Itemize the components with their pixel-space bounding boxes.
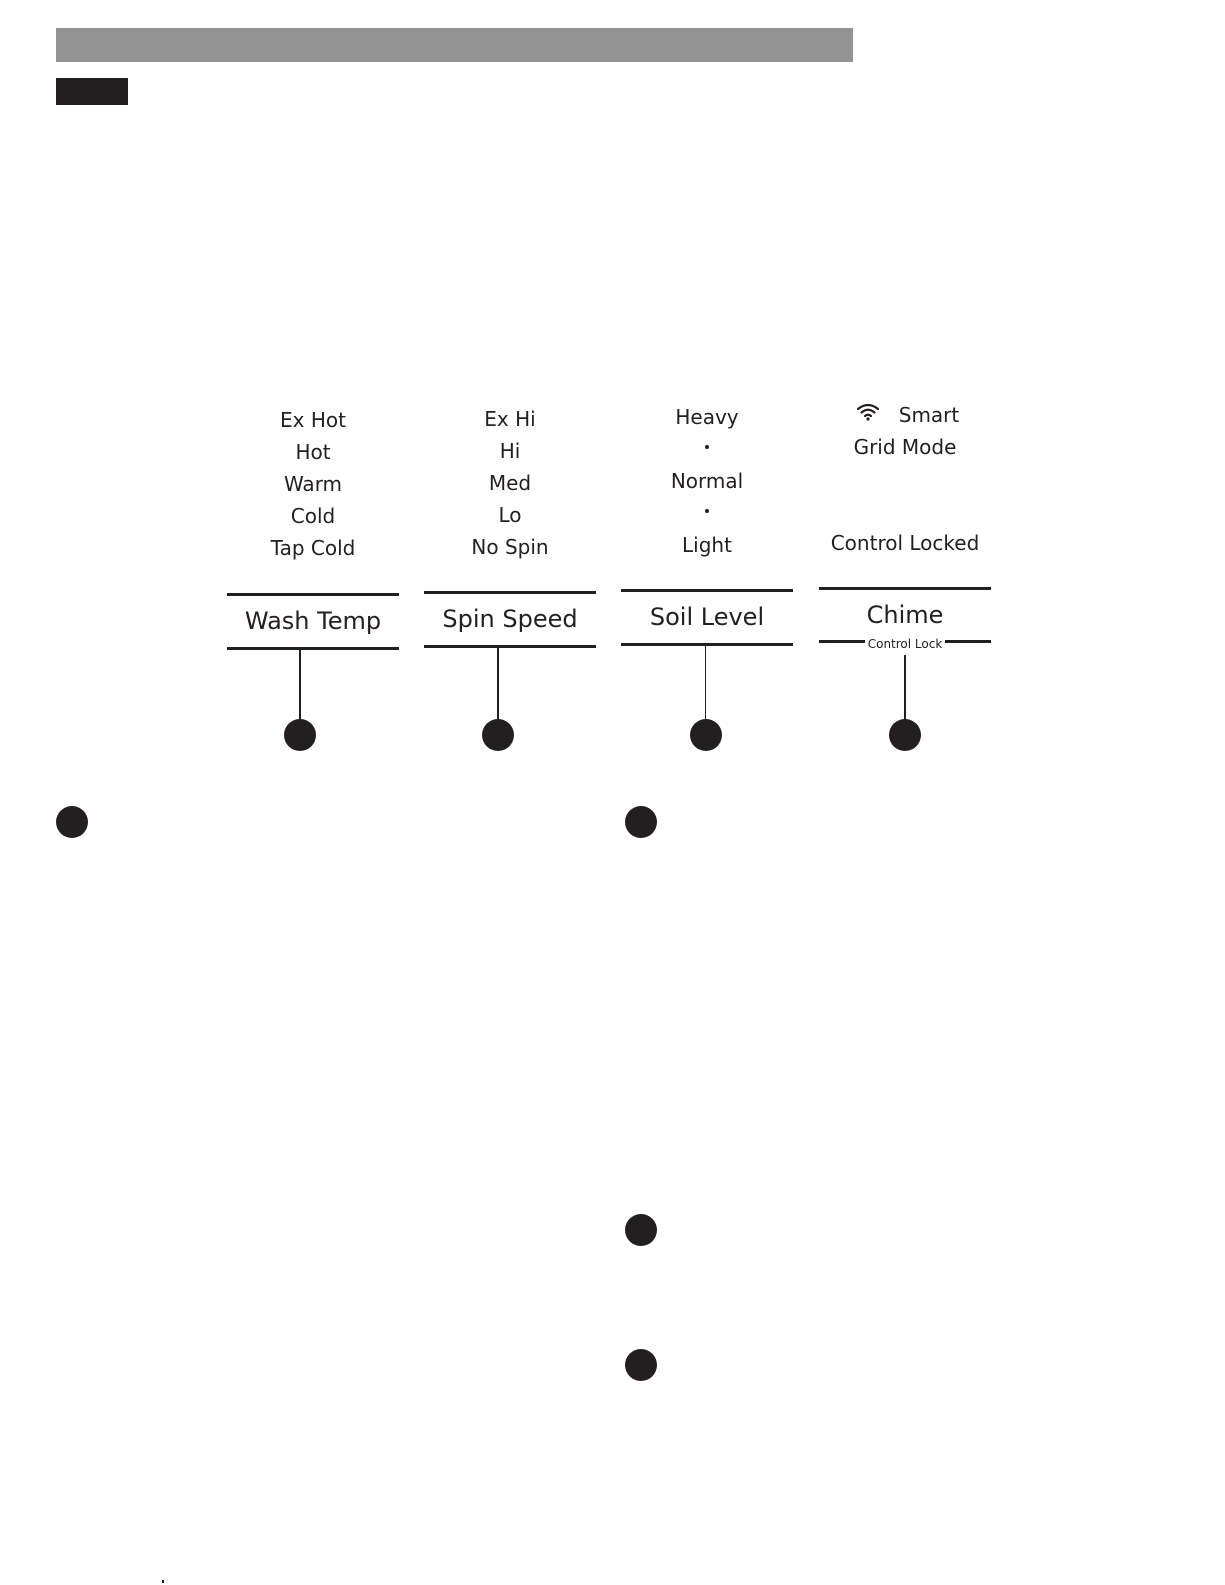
page-edge-mark <box>162 1580 164 1583</box>
spin-speed-leader-line <box>497 648 499 722</box>
soil-level-top-rule <box>621 589 793 592</box>
spin-speed-option: Hi <box>499 439 521 463</box>
section-marker <box>56 806 88 838</box>
wash-temp-option: Ex Hot <box>280 408 346 432</box>
soil-level-option: Light <box>682 533 732 557</box>
spin-speed-option: Med <box>488 471 532 495</box>
section-header-bar <box>56 28 853 62</box>
chime-option-grid-mode: Grid Mode <box>853 435 957 459</box>
chime-panel <box>819 395 991 755</box>
soil-level-panel <box>621 395 793 755</box>
spin-speed-bottom-rule <box>424 645 596 648</box>
spin-speed-top-rule <box>424 591 596 594</box>
section-marker <box>625 1214 657 1246</box>
soil-level-button[interactable]: Soil Level <box>649 603 765 631</box>
section-marker <box>625 1349 657 1381</box>
chime-option-smart: Smart <box>898 403 960 427</box>
chime-leader-line <box>904 655 906 722</box>
chime-top-rule <box>819 587 991 590</box>
wash-temp-leader-line <box>299 650 301 722</box>
soil-level-step-dot <box>705 509 709 513</box>
soil-level-bottom-rule <box>621 643 793 646</box>
wash-temp-top-rule <box>227 593 399 596</box>
spin-speed-option: No Spin <box>471 535 549 559</box>
soil-level-option: Heavy <box>675 405 739 429</box>
spin-speed-panel <box>424 395 596 755</box>
wash-temp-bottom-rule <box>227 647 399 650</box>
wash-temp-option: Cold <box>290 504 336 528</box>
soil-level-callout-marker <box>690 719 722 751</box>
chime-option-control-locked: Control Locked <box>830 531 980 555</box>
spin-speed-option: Ex Hi <box>484 407 536 431</box>
control-lock-sub-label: Control Lock <box>867 637 943 651</box>
wash-temp-button[interactable]: Wash Temp <box>244 607 382 635</box>
wash-temp-option: Tap Cold <box>270 536 356 560</box>
chime-callout-marker <box>889 719 921 751</box>
wash-temp-panel <box>227 395 399 755</box>
wash-temp-option: Hot <box>295 440 331 464</box>
soil-level-step-dot <box>705 445 709 449</box>
chime-button[interactable]: Chime <box>866 601 944 629</box>
wash-temp-option: Warm <box>283 472 343 496</box>
spin-speed-button[interactable]: Spin Speed <box>442 605 578 633</box>
section-tag <box>56 78 128 105</box>
wash-temp-callout-marker <box>284 719 316 751</box>
soil-level-leader-line <box>705 646 706 722</box>
soil-level-option: Normal <box>670 469 744 493</box>
section-marker <box>625 806 657 838</box>
spin-speed-option: Lo <box>498 503 522 527</box>
spin-speed-callout-marker <box>482 719 514 751</box>
